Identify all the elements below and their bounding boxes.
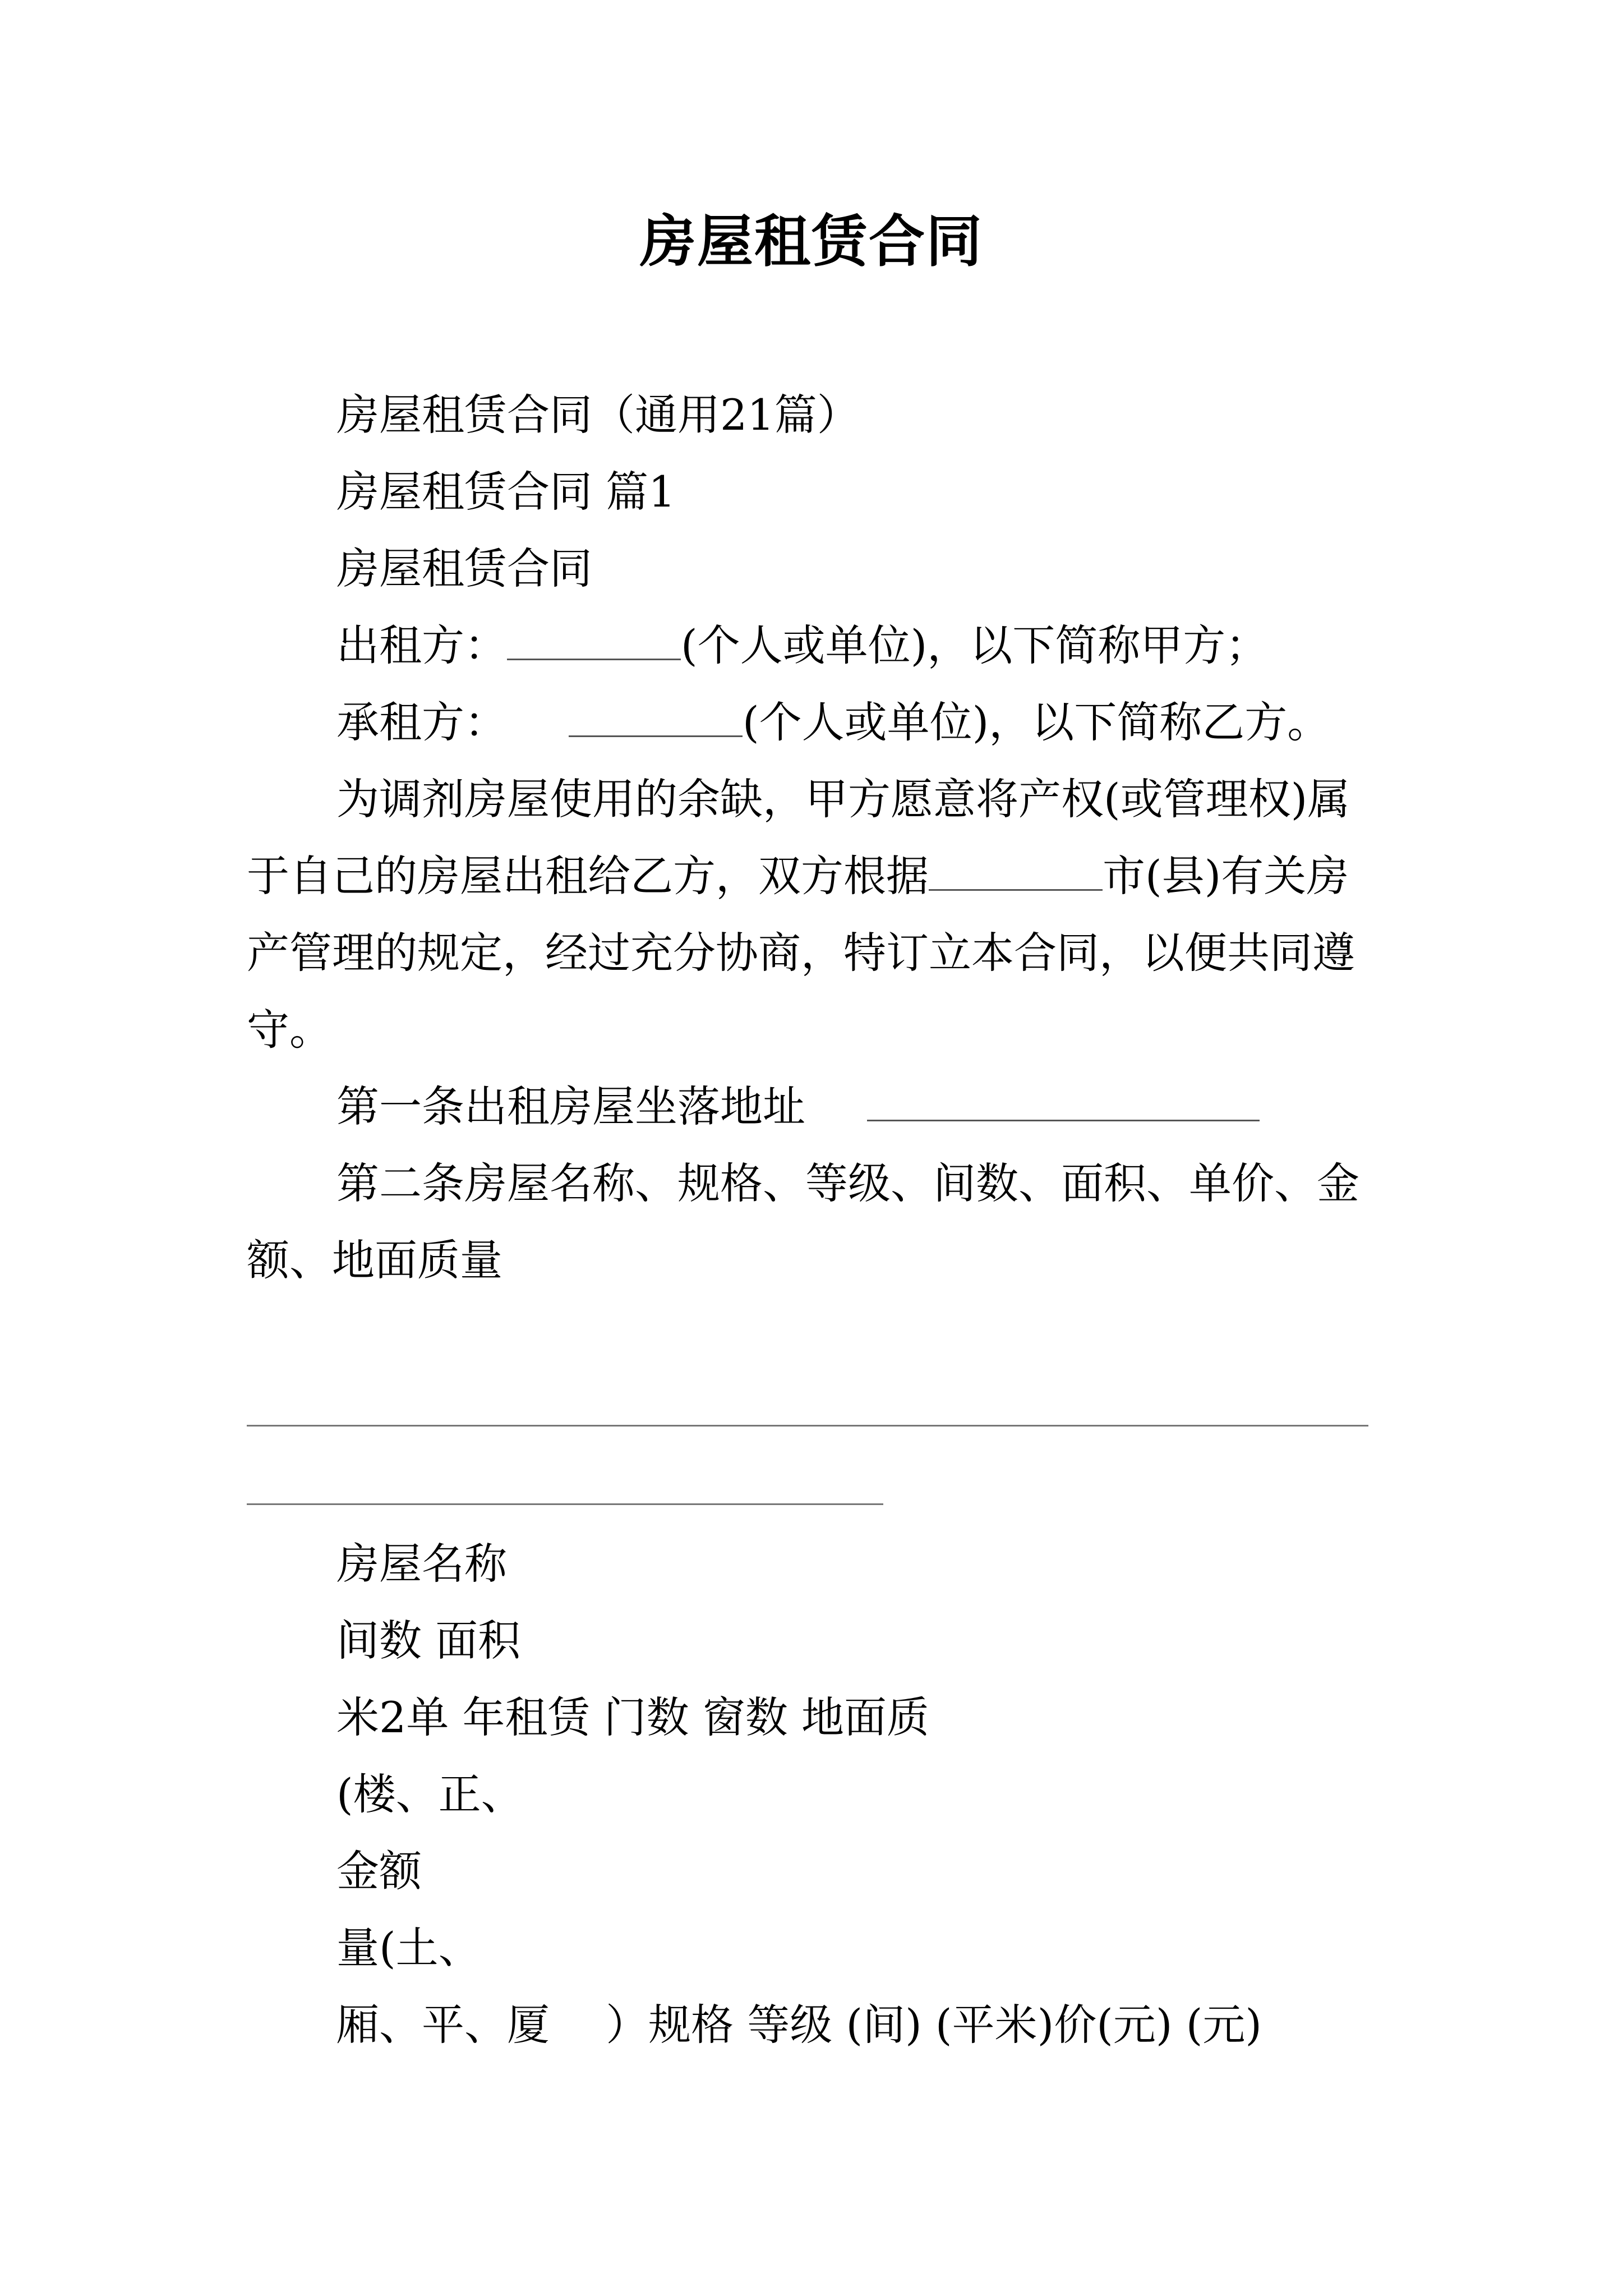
blank-rule (247, 1425, 1368, 1427)
article-two-line: 额、地面质量 (247, 1235, 502, 1285)
lessee-desc: (个人或单位)，以下简称乙方。 (743, 697, 1330, 747)
table-text-line: 金额 (336, 1846, 422, 1896)
paragraph-line: 产管理的规定，经过充分协商，特订立本合同，以便共同遵 (247, 928, 1355, 978)
address-blank (867, 1080, 1260, 1121)
table-text-line: 房屋名称 (336, 1539, 507, 1589)
paragraph-line: 守。 (247, 1005, 332, 1055)
article-one-line (336, 1079, 1260, 1135)
blank-rule (247, 1503, 883, 1505)
subtitle-general: 房屋租赁合同（通用21篇） (336, 390, 860, 440)
lessor-line (336, 618, 1268, 674)
table-text-line: 厢、平、厦 ）规格 等级 (间) (平米)价(元) (元) (336, 2000, 1262, 2050)
table-text-line: 米2单 年租赁 门数 窗数 地面质 (336, 1692, 929, 1742)
table-text-line: 间数 面积 (336, 1616, 521, 1665)
lessor-desc: (个人或单位)，以下简称甲方； (681, 620, 1269, 670)
article-one-text: 第一条出租房屋坐落地址 (336, 1082, 805, 1131)
contract-heading: 房屋租赁合同 (336, 544, 592, 593)
article-two-line: 第二条房屋名称、规格、等级、间数、面积、单价、金 (336, 1158, 1359, 1208)
section-heading: 房屋租赁合同 篇1 (336, 467, 676, 517)
lessee-label: 承租方： (336, 697, 507, 747)
lessee-blank (569, 696, 743, 737)
paragraph-line: 为调剂房屋使用的余缺，甲方愿意将产权(或管理权)属 (336, 774, 1350, 824)
city-blank (929, 850, 1103, 891)
paragraph-text: 市(县)有关房 (1103, 851, 1349, 901)
table-text-line: 量(土、 (336, 1923, 481, 1973)
lessee-line (336, 694, 1330, 751)
table-text-line: (楼、正、 (336, 1769, 524, 1819)
document-title: 房屋租赁合同 (640, 208, 983, 274)
lessor-blank (507, 619, 681, 660)
paragraph-line (247, 848, 1349, 904)
lessor-label: 出租方： (336, 620, 507, 670)
paragraph-text: 于自己的房屋出租给乙方，双方根据 (247, 851, 929, 901)
